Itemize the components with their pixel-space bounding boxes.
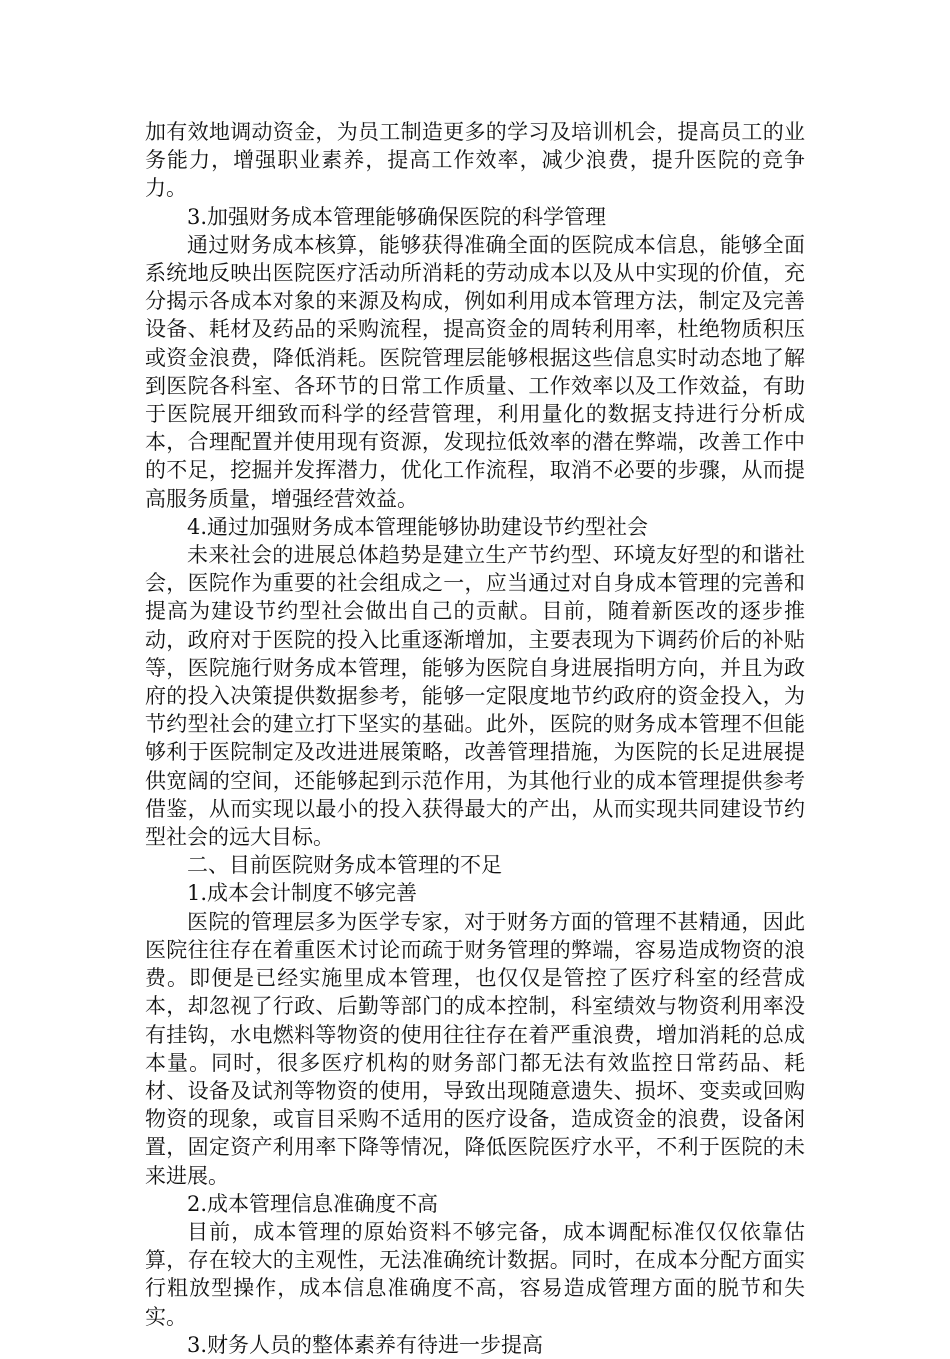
section-heading-3: 3.加强财务成本管理能够确保医院的科学管理 — [187, 204, 607, 229]
chapter-heading-2: 二、目前医院财务成本管理的不足 — [187, 853, 502, 878]
paragraph-body: 目前，成本管理的原始资料不够完备，成本调配标准仅仅依靠估算，存在较大的主观性，无法准确统计数据。同时，在成本分配方面实行粗放型操作，成本信息准确度不高，容易造成管理方面的脱节和失实。 — [145, 1219, 805, 1329]
section-heading-3b: 3.财务人员的整体素养有待进一步提高 — [187, 1332, 544, 1357]
paragraph-continuation: 加有效地调动资金，为员工制造更多的学习及培训机会，提高员工的业务能力，增强职业素养，提高工作效率，减少浪费，提升医院的竞争力。 — [145, 120, 805, 201]
section-heading-4: 4.通过加强财务成本管理能够协助建设节约型社会 — [187, 514, 649, 539]
section-heading-2: 2.成本管理信息准确度不高 — [187, 1191, 439, 1216]
section-heading-1: 1.成本会计制度不够完善 — [187, 881, 418, 906]
paragraph-body: 未来社会的进展总体趋势是建立生产节约型、环境友好型的和谐社会，医院作为重要的社会组成之一，应当通过对自身成本管理的完善和提高为建设节约型社会做出自己的贡献。目前，随着新医改的逐步推动，政府对于医院的投入比重逐渐增加，主要表现为下调药价后的补贴等，医院施行财务成本管理，能够为医院自身进展指明方向，并且为政府的投入决策提供数据参考，能够一定限度地节约政府的资金投入，为节约型社会的建立打下坚实的基础。此外，医院的财务成本管理不但能够利于医院制定及改进进展策略，改善管理措施，为医院的长足进展提供宽阔的空间，还能够起到示范作用，为其他行业的成本管理提供参考借鉴，从而实现以最小的投入获得最大的产出，从而实现共同建设节约型社会的远大目标。 — [145, 543, 805, 850]
paragraph-body: 医院的管理层多为医学专家，对于财务方面的管理不甚精通，因此医院往往存在着重医术讨论而疏于财务管理的弊端，容易造成物资的浪费。即便是已经实施里成本管理，也仅仅是管控了医疗科室的经营成本，却忽视了行政、后勤等部门的成本控制，科室绩效与物资利用率没有挂钩，水电燃料等物资的使用往往存在着严重浪费，增加消耗的总成本量。同时，很多医疗机构的财务部门都无法有效监控日常药品、耗材、设备及试剂等物资的使用，导致出现随意遗失、损坏、变卖或回购物资的现象，或盲目采购不适用的医疗设备，造成资金的浪费，设备闲置，固定资产利用率下降等情况，降低医院医疗水平，不利于医院的未来进展。 — [145, 909, 805, 1188]
document-page — [145, 118, 805, 1359]
paragraph-body: 通过财务成本核算，能够获得准确全面的医院成本信息，能够全面系统地反映出医院医疗活动所消耗的劳动成本以及从中实现的价值，充分揭示各成本对象的来源及构成，例如利用成本管理方法，制定及完善设备、耗材及药品的采购流程，提高资金的周转利用率，杜绝物质积压或资金浪费，降低消耗。医院管理层能够根据这些信息实时动态地了解到医院各科室、各环节的日常工作质量、工作效率以及工作效益，有助于医院展开细致而科学的经营管理，利用量化的数据支持进行分析成本，合理配置并使用现有资源，发现拉低效率的潜在弊端，改善工作中的不足，挖掘并发挥潜力，优化工作流程，取消不必要的步骤，从而提高服务质量，增强经营效益。 — [145, 232, 805, 511]
